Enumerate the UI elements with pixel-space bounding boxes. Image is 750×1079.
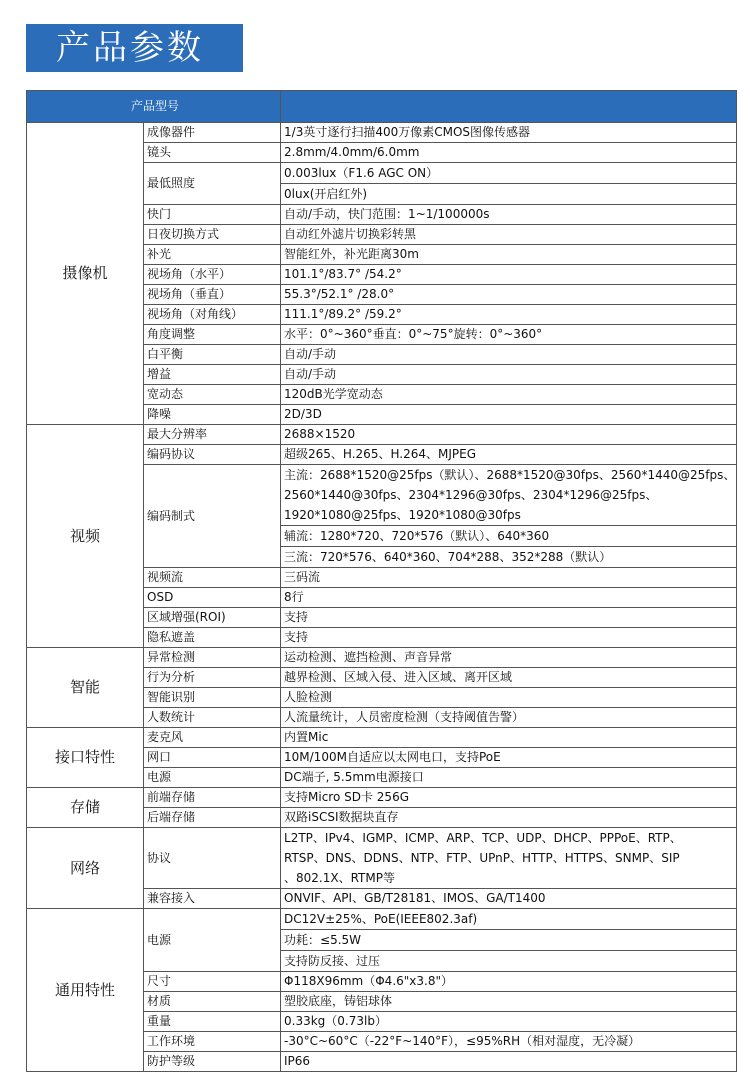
param-label: 最低照度	[144, 163, 281, 205]
param-label: 后端存储	[144, 808, 281, 828]
table-row	[27, 728, 737, 748]
param-label: 角度调整	[144, 325, 281, 345]
param-label: 宽动态	[144, 385, 281, 405]
param-label: 兼容接入	[144, 889, 281, 909]
param-label: 视场角（垂直）	[144, 285, 281, 305]
category-cell: 网络	[27, 828, 144, 909]
param-label: 补光	[144, 245, 281, 265]
param-label: 增益	[144, 365, 281, 385]
param-value-line: 主流：2688*1520@25fps（默认）、2688*1520@30fps、2560*1440@25fps、	[284, 468, 736, 482]
param-value	[281, 828, 737, 889]
param-value: 2D/3D	[281, 405, 737, 425]
param-label: 麦克风	[144, 728, 281, 748]
param-value: 101.1°/83.7° /54.2°	[281, 265, 737, 285]
param-label: 防护等级	[144, 1052, 281, 1072]
param-label: 白平衡	[144, 345, 281, 365]
table-row	[27, 828, 737, 889]
param-value-line: 1920*1080@25fps、1920*1080@30fps	[284, 508, 521, 522]
param-label: 镜头	[144, 143, 281, 163]
param-label: 日夜切换方式	[144, 225, 281, 245]
table-row	[27, 123, 737, 143]
param-value: 1/3英寸逐行扫描400万像素CMOS图像传感器	[281, 123, 737, 143]
param-label: OSD	[144, 588, 281, 608]
param-label: 异常检测	[144, 648, 281, 668]
param-value-line: 支持防反接、过压	[281, 950, 736, 971]
param-label: 电源	[144, 768, 281, 788]
param-value: 支持	[281, 608, 737, 628]
header-model-value	[281, 91, 737, 123]
param-label: 行为分析	[144, 668, 281, 688]
param-value-line: RTSP、DNS、DDNS、NTP、FTP、UPnP、HTTP、HTTPS、SNMP、SIP	[284, 851, 680, 865]
param-value: 越界检测、区域入侵、进入区域、离开区域	[281, 668, 737, 688]
table-row	[27, 648, 737, 668]
param-value-line: 0.003lux（F1.6 AGC ON）	[284, 166, 439, 180]
table-header-row	[27, 91, 737, 123]
param-value	[281, 909, 737, 972]
category-cell: 通用特性	[27, 909, 144, 1072]
param-value: 超级265、H.265、H.264、MJPEG	[281, 445, 737, 465]
page-title: 产品参数	[26, 24, 243, 72]
header-model-label: 产品型号	[27, 91, 281, 123]
param-value: 双路iSCSI数据块直存	[281, 808, 737, 828]
param-value: 三码流	[281, 568, 737, 588]
param-value	[281, 163, 737, 205]
param-value: 自动红外滤片切换彩转黑	[281, 225, 737, 245]
param-value: 自动/手动	[281, 345, 737, 365]
param-value-line: 0lux(开启红外)	[281, 183, 736, 204]
param-value: IP66	[281, 1052, 737, 1072]
param-value: 120dB光学宽动态	[281, 385, 737, 405]
param-label: 重量	[144, 1012, 281, 1032]
param-label: 人数统计	[144, 708, 281, 728]
param-value: 人流量统计，人员密度检测（支持阈值告警）	[281, 708, 737, 728]
param-label: 最大分辨率	[144, 425, 281, 445]
param-label: 网口	[144, 748, 281, 768]
param-label: 视场角（对角线）	[144, 305, 281, 325]
param-value: 0.33kg（0.73lb）	[281, 1012, 737, 1032]
param-value: 支持	[281, 628, 737, 648]
param-label: 视频流	[144, 568, 281, 588]
param-value: -30°C~60°C（-22°F~140°F），≤95%RH（相对湿度，无冷凝）	[281, 1032, 737, 1052]
param-value: 111.1°/89.2° /59.2°	[281, 305, 737, 325]
param-value: 内置Mic	[281, 728, 737, 748]
param-value: 自动/手动，快门范围：1~1/100000s	[281, 205, 737, 225]
table-row	[27, 909, 737, 972]
param-value-line: 辅流：1280*720、720*576（默认）、640*360	[281, 525, 736, 546]
param-value: 2688×1520	[281, 425, 737, 445]
param-value-line: L2TP、IPv4、IGMP、ICMP、ARP、TCP、UDP、DHCP、PPPoE、RTP、	[284, 831, 682, 845]
param-value: ONVIF、API、GB/T28181、IMOS、GA/T1400	[281, 889, 737, 909]
param-value-line: 2560*1440@30fps、2304*1296@30fps、2304*1296@25fps、	[284, 488, 658, 502]
param-label: 材质	[144, 992, 281, 1012]
param-value-line: 、802.1X、RTMP等	[284, 871, 395, 885]
param-value: DC端子, 5.5mm电源接口	[281, 768, 737, 788]
param-value: Φ118X96mm（Φ4.6"x3.8"）	[281, 972, 737, 992]
param-value: 2.8mm/4.0mm/6.0mm	[281, 143, 737, 163]
param-label: 尺寸	[144, 972, 281, 992]
param-value: 水平：0°~360°垂直：0°~75°旋转：0°~360°	[281, 325, 737, 345]
param-value: 55.3°/52.1° /28.0°	[281, 285, 737, 305]
param-value-line: 三流：720*576、640*360、704*288、352*288（默认）	[281, 546, 736, 567]
spec-table	[26, 90, 737, 1072]
category-cell: 存储	[27, 788, 144, 828]
category-cell: 接口特性	[27, 728, 144, 788]
param-label: 区域增强(ROI)	[144, 608, 281, 628]
param-value: 10M/100M自适应以太网电口，支持PoE	[281, 748, 737, 768]
param-label: 快门	[144, 205, 281, 225]
param-label: 视场角（水平）	[144, 265, 281, 285]
param-label: 电源	[144, 909, 281, 972]
category-cell: 视频	[27, 425, 144, 648]
param-label: 工作环境	[144, 1032, 281, 1052]
param-value	[281, 465, 737, 568]
param-value: 人脸检测	[281, 688, 737, 708]
param-label: 智能识别	[144, 688, 281, 708]
table-row	[27, 425, 737, 445]
param-label: 成像器件	[144, 123, 281, 143]
param-value: 塑胶底座，铸铝球体	[281, 992, 737, 1012]
param-value-line: DC12V±25%、PoE(IEEE802.3af)	[284, 912, 478, 926]
param-label: 降噪	[144, 405, 281, 425]
param-label: 编码协议	[144, 445, 281, 465]
param-value: 支持Micro SD卡 256G	[281, 788, 737, 808]
param-label: 前端存储	[144, 788, 281, 808]
param-label: 协议	[144, 828, 281, 889]
param-value: 运动检测、遮挡检测、声音异常	[281, 648, 737, 668]
param-value-line: 功耗：≤5.5W	[281, 929, 736, 950]
param-label: 隐私遮盖	[144, 628, 281, 648]
category-cell: 智能	[27, 648, 144, 728]
table-row	[27, 788, 737, 808]
category-cell: 摄像机	[27, 123, 144, 425]
param-value: 自动/手动	[281, 365, 737, 385]
param-value: 8行	[281, 588, 737, 608]
param-label: 编码制式	[144, 465, 281, 568]
param-value: 智能红外，补光距离30m	[281, 245, 737, 265]
